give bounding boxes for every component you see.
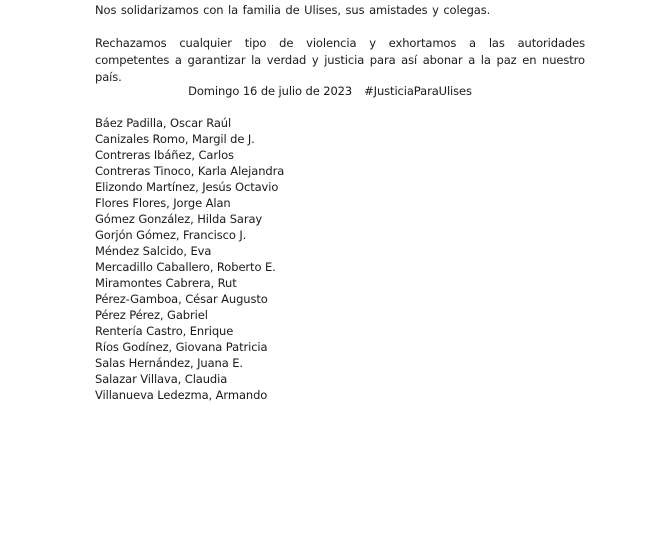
signatory-name: Ríos Godínez, Giovana Patricia (95, 340, 268, 354)
signatory-name: Gómez González, Hilda Saray (95, 212, 263, 226)
date-text: Domingo 16 de julio de 2023 (188, 84, 353, 98)
signatory-name: Mercadillo Caballero, Roberto E. (95, 260, 276, 274)
signatory-name: Contreras Tinoco, Karla Alejandra (95, 164, 285, 178)
signatory-name: Canizales Romo, Margil de J. (95, 132, 255, 146)
dateline (95, 83, 565, 100)
signatory-name: Gorjón Gómez, Francisco J. (95, 228, 247, 242)
rejection-paragraph: Rechazamos cualquier tipo de violencia y exhortamos a las autoridades competentes a garantizar la verdad y justicia para así abonar a la paz en nuestro país. (95, 36, 585, 84)
signatory-name: Salas Hernández, Juana E. (95, 356, 243, 370)
signatory-name: Pérez Pérez, Gabriel (95, 308, 208, 322)
signatory-name: Elizondo Martínez, Jesús Octavio (95, 180, 279, 194)
solidarity-paragraph: Nos solidarizamos con la familia de Ulises, sus amistades y colegas. (95, 3, 491, 17)
hashtag: #JusticiaParaUlises (364, 84, 472, 98)
signatory-name: Miramontes Cabrera, Rut (95, 276, 237, 290)
signatory-name: Salazar Villava, Claudia (95, 372, 228, 386)
signatory-name: Báez Padilla, Oscar Raúl (95, 116, 232, 130)
signatory-name: Pérez-Gamboa, César Augusto (95, 292, 268, 306)
signatory-name: Rentería Castro, Enrique (95, 324, 234, 338)
signatories-list (95, 115, 284, 403)
signatory-name: Contreras Ibáñez, Carlos (95, 148, 234, 162)
signatory-name: Villanueva Ledezma, Armando (95, 388, 268, 402)
signatory-name: Flores Flores, Jorge Alan (95, 196, 231, 210)
signatory-name: Méndez Salcido, Eva (95, 244, 212, 258)
